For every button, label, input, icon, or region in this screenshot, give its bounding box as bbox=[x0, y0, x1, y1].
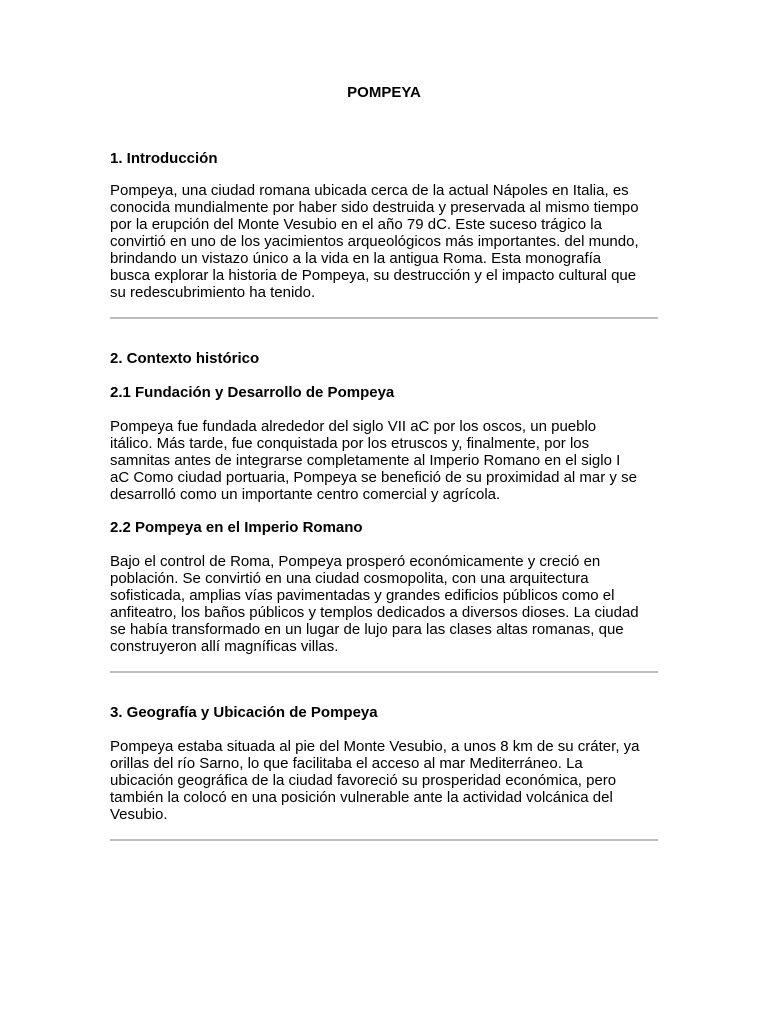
empire-paragraph bbox=[110, 553, 670, 655]
text-line: brindando un vistazo único a la vida en la antigua Roma. Esta monografía bbox=[110, 250, 602, 267]
subsection-heading-foundation: 2.1 Fundación y Desarrollo de Pompeya bbox=[110, 384, 395, 401]
intro-paragraph bbox=[110, 182, 670, 301]
text-line: Vesubio. bbox=[110, 806, 168, 823]
text-line: aC Como ciudad portuaria, Pompeya se benefició de su proximidad al mar y se bbox=[110, 469, 637, 486]
text-line: busca explorar la historia de Pompeya, su destrucción y el impacto cultural que bbox=[110, 267, 637, 284]
section-divider bbox=[110, 671, 658, 673]
text-line: también la colocó en una posición vulnerable ante la actividad volcánica del bbox=[110, 789, 613, 806]
text-line: se había transformado en un lugar de lujo para las clases altas romanas, que bbox=[110, 621, 624, 638]
text-line: convirtió en uno de los yacimientos arqueológicos más importantes. del mundo, bbox=[110, 233, 639, 250]
text-line: por la erupción del Monte Vesubio en el año 79 dC. Este suceso trágico la bbox=[110, 216, 602, 233]
section-divider bbox=[110, 317, 658, 319]
section-heading-context: 2. Contexto histórico bbox=[110, 350, 260, 367]
text-line: su redescubrimiento ha tenido. bbox=[110, 284, 316, 301]
geography-paragraph bbox=[110, 738, 670, 823]
section-heading-geography: 3. Geografía y Ubicación de Pompeya bbox=[110, 704, 378, 721]
text-line: Pompeya estaba situada al pie del Monte Vesubio, a unos 8 km de su cráter, ya bbox=[110, 738, 640, 755]
text-line: desarrolló como un importante centro comercial y agrícola. bbox=[110, 486, 501, 503]
section-heading-intro: 1. Introducción bbox=[110, 150, 218, 167]
text-line: Bajo el control de Roma, Pompeya prosperó económicamente y creció en bbox=[110, 553, 601, 570]
subsection-heading-empire: 2.2 Pompeya en el Imperio Romano bbox=[110, 519, 363, 536]
text-line: samnitas antes de integrarse completamente al Imperio Romano en el siglo I bbox=[110, 452, 621, 469]
text-line: ubicación geográfica de la ciudad favoreció su prosperidad económica, pero bbox=[110, 772, 617, 789]
text-line: Pompeya, una ciudad romana ubicada cerca de la actual Nápoles en Italia, es bbox=[110, 182, 629, 199]
text-line: Pompeya fue fundada alrededor del siglo VII aC por los oscos, un pueblo bbox=[110, 418, 597, 435]
foundation-paragraph bbox=[110, 418, 670, 503]
text-line: orillas del río Sarno, lo que facilitaba el acceso al mar Mediterráneo. La bbox=[110, 755, 583, 772]
section-divider bbox=[110, 839, 658, 841]
text-line: población. Se convirtió en una ciudad cosmopolita, con una arquitectura bbox=[110, 570, 589, 587]
text-line: anfiteatro, los baños públicos y templos dedicados a diversos dioses. La ciudad bbox=[110, 604, 639, 621]
text-line: conocida mundialmente por haber sido destruida y preservada al mismo tiempo bbox=[110, 199, 639, 216]
text-line: itálico. Más tarde, fue conquistada por los etruscos y, finalmente, por los bbox=[110, 435, 590, 452]
document-title: POMPEYA bbox=[347, 84, 421, 101]
text-line: sofisticada, amplias vías pavimentadas y grandes edificios públicos como el bbox=[110, 587, 615, 604]
text-line: construyeron allí magníficas villas. bbox=[110, 638, 339, 655]
